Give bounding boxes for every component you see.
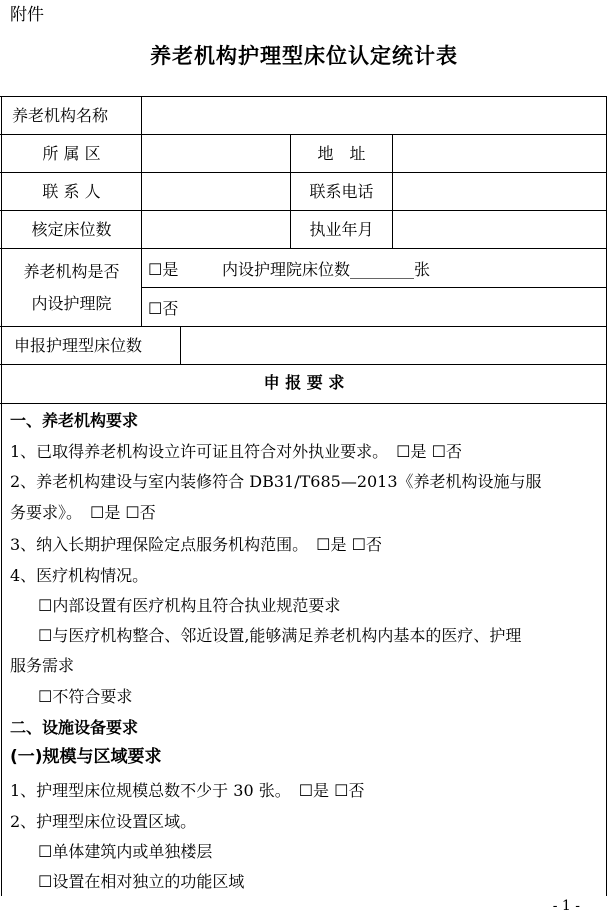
practice-date-label: 执业年月: [309, 220, 374, 239]
requirement-item: 3、纳入长期护理保险定点服务机构范围。 ☐是 ☐否: [10, 535, 382, 554]
requirement-item: 1、已取得养老机构设立许可证且符合对外执业要求。 ☐是 ☐否: [10, 442, 462, 461]
table-line: [0, 96, 607, 97]
requirement-item: 务要求》。 ☐是 ☐否: [10, 503, 156, 522]
requirement-item: 4、医疗机构情况。: [10, 566, 149, 585]
phone-label: 联系电话: [309, 182, 374, 201]
table-line: [141, 96, 142, 326]
table-line: [180, 326, 181, 364]
apply-beds-label: 申报护理型床位数: [14, 336, 143, 355]
table-line: [0, 403, 607, 404]
table-line: [0, 248, 607, 249]
table-line: [0, 172, 607, 173]
requirement-item: 2、养老机构建设与室内装修符合 DB31/T685—2013《养老机构设施与服: [10, 472, 542, 491]
requirement-option[interactable]: ☐内部设置有医疗机构且符合执业规范要求: [38, 596, 341, 615]
institution-name-label: 养老机构名称: [12, 106, 109, 125]
address-label: 地 址: [317, 144, 366, 163]
contact-person-label: 联 系 人: [42, 182, 101, 201]
table-line: [141, 287, 607, 288]
subsection1-title: (一)规模与区域要求: [10, 747, 162, 767]
table-line: [0, 134, 607, 135]
table-line: [0, 364, 607, 365]
requirement-option[interactable]: ☐单体建筑内或单独楼层: [38, 842, 213, 861]
yes-checkbox[interactable]: ☐是: [148, 260, 179, 279]
table-line: [0, 326, 607, 327]
attachment-label: 附件: [10, 5, 44, 25]
nursing-home-question-line1: 养老机构是否: [23, 262, 120, 281]
table-line: [0, 210, 607, 211]
requirement-item: 2、护理型床位设置区域。: [10, 812, 197, 831]
nursing-home-question-line2: 内设护理院: [31, 294, 112, 313]
table-line: [606, 96, 607, 896]
nursing-home-beds-field: 内设护理院床位数________张: [222, 260, 431, 279]
no-checkbox[interactable]: ☐否: [148, 299, 179, 318]
table-line: [392, 134, 393, 248]
requirement-option[interactable]: ☐不符合要求: [38, 687, 133, 706]
table-line: [1, 96, 2, 896]
requirements-header: 申 报 要 求: [263, 373, 345, 392]
requirement-option[interactable]: ☐与医疗机构整合、邻近设置,能够满足养老机构内基本的医疗、护理: [38, 626, 522, 645]
document-title: 养老机构护理型床位认定统计表: [150, 44, 458, 68]
section2-title: 二、设施设备要求: [10, 718, 139, 737]
requirement-option[interactable]: ☐设置在相对独立的功能区域: [38, 872, 245, 891]
approved-beds-label: 核定床位数: [31, 220, 112, 239]
district-label: 所 属 区: [42, 144, 101, 163]
requirement-item: 1、护理型床位规模总数不少于 30 张。 ☐是 ☐否: [10, 781, 365, 800]
requirement-option-cont: 服务需求: [10, 656, 75, 675]
section1-title: 一、养老机构要求: [10, 411, 139, 430]
statistics-table: [0, 96, 608, 896]
page-number: - 1 -: [552, 898, 580, 914]
